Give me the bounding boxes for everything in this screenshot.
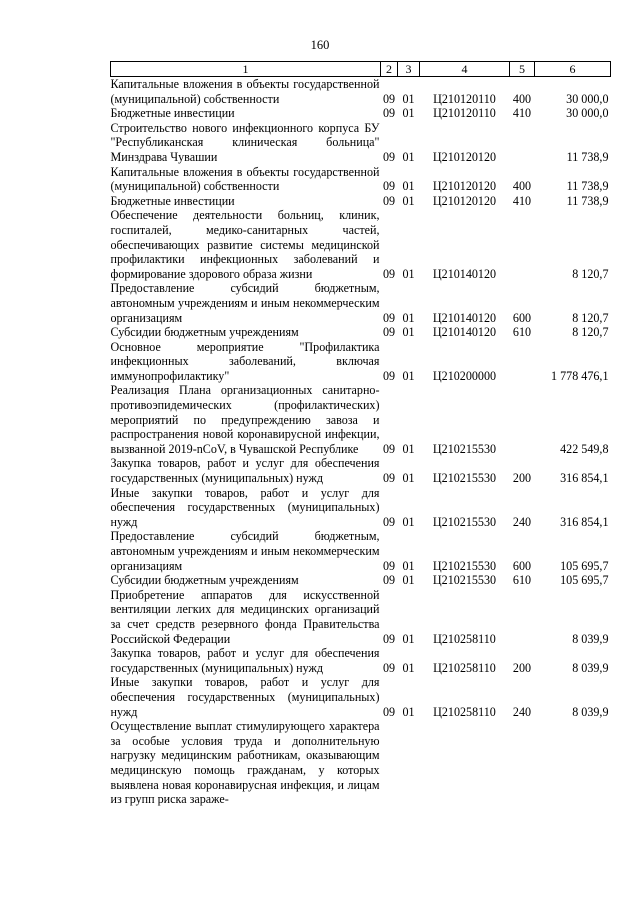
item-name: Капитальные вложения в объекты государственной (муниципальной) собственности — [110, 164, 380, 194]
section-code: 09 — [382, 558, 396, 573]
subsection-code: 01 — [402, 179, 415, 194]
target-article-code: Ц210215530 — [432, 471, 497, 486]
section-code: 09 — [382, 704, 396, 719]
item-name: Предоставление субсидий бюджетным, автономным учреждениям и иным некоммерческим организациям — [110, 281, 380, 325]
amount: 30 000,0 — [566, 106, 609, 121]
section-code: 09 — [382, 441, 396, 456]
amount: 8 039,9 — [572, 631, 609, 646]
section-code: 09 — [382, 179, 396, 194]
amount: 8 039,9 — [572, 660, 609, 675]
expense-type-code: 400 — [512, 179, 532, 194]
target-article-code: Ц210140120 — [432, 266, 497, 281]
target-article-code: Ц210120120 — [432, 193, 497, 208]
amount: 105 695,7 — [560, 558, 609, 573]
item-name: Приобретение аппаратов для искусственной вентиляции легких для медицинских организаций за счет средств резервного фонда Правительства Российской Федерации — [110, 587, 380, 646]
section-code: 09 — [382, 106, 396, 121]
amount: 316 854,1 — [560, 514, 609, 529]
table-row — [111, 165, 611, 194]
table-row — [111, 208, 611, 281]
expense-type-code — [510, 340, 535, 384]
item-name: Субсидии бюджетным учреждениям — [110, 325, 299, 340]
target-article-code: Ц210140120 — [432, 325, 497, 340]
section-code: 09 — [382, 91, 396, 106]
target-article-code: Ц210215530 — [432, 514, 497, 529]
table-row — [111, 529, 611, 573]
item-name: Реализация Плана организационных санитарно-противоэпидемических (профилактических) мероприятий по предупреждению завоза и распространения новой коронавирусной инфекции, вызванной 2019-nCoV, в Чувашской Республике — [110, 383, 380, 456]
column-header: 5 — [510, 62, 535, 77]
column-header: 3 — [398, 62, 420, 77]
subsection-code: 01 — [402, 471, 415, 486]
target-article-code: Ц210140120 — [432, 310, 497, 325]
item-name: Бюджетные инвестиции — [110, 193, 235, 208]
section-code: 09 — [382, 368, 396, 383]
section-code: 09 — [382, 631, 396, 646]
table-row — [111, 719, 611, 807]
table-row — [111, 573, 611, 588]
subsection-code: 01 — [402, 193, 415, 208]
subsection-code: 01 — [402, 704, 415, 719]
expense-type-code: 610 — [512, 573, 532, 588]
column-header: 2 — [381, 62, 398, 77]
item-name: Иные закупки товаров, работ и услуг для обеспечения государственных (муниципальных) нужд — [110, 675, 380, 719]
subsection-code: 01 — [402, 441, 415, 456]
expense-type-code: 200 — [512, 660, 532, 675]
page-number: 160 — [310, 38, 330, 52]
amount: 8 039,9 — [572, 704, 609, 719]
expense-type-code: 400 — [512, 91, 532, 106]
expense-type-code: 240 — [512, 514, 532, 529]
subsection-code: 01 — [402, 368, 415, 383]
column-header: 6 — [535, 62, 611, 77]
table-row — [111, 194, 611, 209]
item-name: Капитальные вложения в объекты государственной (муниципальной) собственности — [110, 77, 380, 106]
subsection-code: 01 — [402, 106, 415, 121]
subsection-code — [398, 719, 420, 807]
expense-type-code: 600 — [512, 558, 532, 573]
expense-type-code — [510, 719, 535, 807]
amount: 11 738,9 — [566, 149, 609, 164]
amount: 1 778 476,1 — [551, 368, 609, 383]
table-row — [111, 456, 611, 485]
amount: 30 000,0 — [566, 91, 609, 106]
section-code: 09 — [382, 660, 396, 675]
subsection-code: 01 — [402, 266, 415, 281]
table-row — [111, 340, 611, 384]
amount: 11 738,9 — [566, 179, 609, 194]
table-row — [111, 646, 611, 675]
target-article-code: Ц210215530 — [432, 441, 497, 456]
amount: 8 120,7 — [572, 266, 609, 281]
item-name: Обеспечение деятельности больниц, клиник, госпиталей, медико-санитарных частей, обеспечивающих развитие системы медицинской профилактики инфекционных заболеваний и формирование здорового образа жизни — [110, 208, 380, 281]
table-header-row — [111, 62, 611, 77]
table-row — [111, 383, 611, 456]
amount: 8 120,7 — [572, 310, 609, 325]
expense-type-code: 200 — [512, 471, 532, 486]
amount: 105 695,7 — [560, 573, 609, 588]
table-row — [111, 77, 611, 107]
section-code: 09 — [382, 266, 396, 281]
subsection-code: 01 — [402, 573, 415, 588]
amount: 422 549,8 — [560, 441, 609, 456]
section-code: 09 — [382, 471, 396, 486]
target-article-code: Ц210120120 — [432, 179, 497, 194]
target-article-code: Ц210258110 — [433, 704, 496, 719]
subsection-code: 01 — [402, 91, 415, 106]
item-name: Основное мероприятие "Профилактика инфекционных заболеваний, включая иммунопрофилактику" — [110, 339, 380, 383]
column-header: 4 — [420, 62, 510, 77]
item-name: Осуществление выплат стимулирующего характера за особые условия труда и дополнительную нагрузку медицинским работникам, оказывающим медицинскую помощь гражданам, у которых выявлена новая коронавирусная инфекция, и лицам из групп риска зараже- — [110, 719, 380, 807]
section-code — [381, 719, 398, 807]
table-row — [111, 588, 611, 646]
section-code: 09 — [382, 149, 396, 164]
expense-type-code — [510, 121, 535, 165]
expense-type-code: 240 — [512, 704, 532, 719]
target-article-code — [420, 719, 510, 807]
expense-type-code: 600 — [512, 310, 532, 325]
amount: 8 120,7 — [572, 325, 609, 340]
item-name: Бюджетные инвестиции — [110, 106, 235, 121]
column-header: 1 — [111, 62, 381, 77]
item-name: Строительство нового инфекционного корпуса БУ "Республиканская клиническая больница" Минздрава Чувашии — [110, 120, 380, 164]
section-code: 09 — [382, 193, 396, 208]
target-article-code: Ц210258110 — [433, 631, 496, 646]
expense-type-code — [510, 383, 535, 456]
table-row — [111, 121, 611, 165]
subsection-code: 01 — [402, 149, 415, 164]
expense-type-code — [510, 208, 535, 281]
target-article-code: Ц210120110 — [433, 106, 496, 121]
subsection-code: 01 — [402, 514, 415, 529]
target-article-code: Ц210120110 — [433, 91, 496, 106]
item-name: Закупка товаров, работ и услуг для обеспечения государственных (муниципальных) нужд — [110, 456, 380, 486]
subsection-code: 01 — [402, 310, 415, 325]
item-name: Предоставление субсидий бюджетным, автономным учреждениям и иным некоммерческим организациям — [110, 529, 380, 573]
subsection-code: 01 — [402, 660, 415, 675]
table-row — [111, 106, 611, 121]
section-code: 09 — [382, 325, 396, 340]
expense-type-code: 410 — [512, 193, 532, 208]
target-article-code: Ц210200000 — [432, 368, 497, 383]
amount — [535, 719, 611, 807]
expense-type-code — [510, 588, 535, 646]
subsection-code: 01 — [402, 631, 415, 646]
item-name: Субсидии бюджетным учреждениям — [110, 573, 299, 588]
amount: 11 738,9 — [566, 193, 609, 208]
table-row — [111, 675, 611, 719]
target-article-code: Ц210215530 — [432, 558, 497, 573]
item-name: Закупка товаров, работ и услуг для обеспечения государственных (муниципальных) нужд — [110, 646, 380, 675]
subsection-code: 01 — [402, 325, 415, 340]
target-article-code: Ц210215530 — [432, 573, 497, 588]
table-row — [111, 281, 611, 325]
amount: 316 854,1 — [560, 471, 609, 486]
section-code: 09 — [382, 573, 396, 588]
expense-type-code: 610 — [512, 325, 532, 340]
section-code: 09 — [382, 310, 396, 325]
subsection-code: 01 — [402, 558, 415, 573]
table-row — [111, 325, 611, 340]
target-article-code: Ц210258110 — [433, 660, 496, 675]
expense-type-code: 410 — [512, 106, 532, 121]
section-code: 09 — [382, 514, 396, 529]
budget-table — [110, 61, 610, 807]
table-row — [111, 486, 611, 530]
target-article-code: Ц210120120 — [432, 149, 497, 164]
item-name: Иные закупки товаров, работ и услуг для обеспечения государственных (муниципальных) нужд — [110, 485, 380, 529]
